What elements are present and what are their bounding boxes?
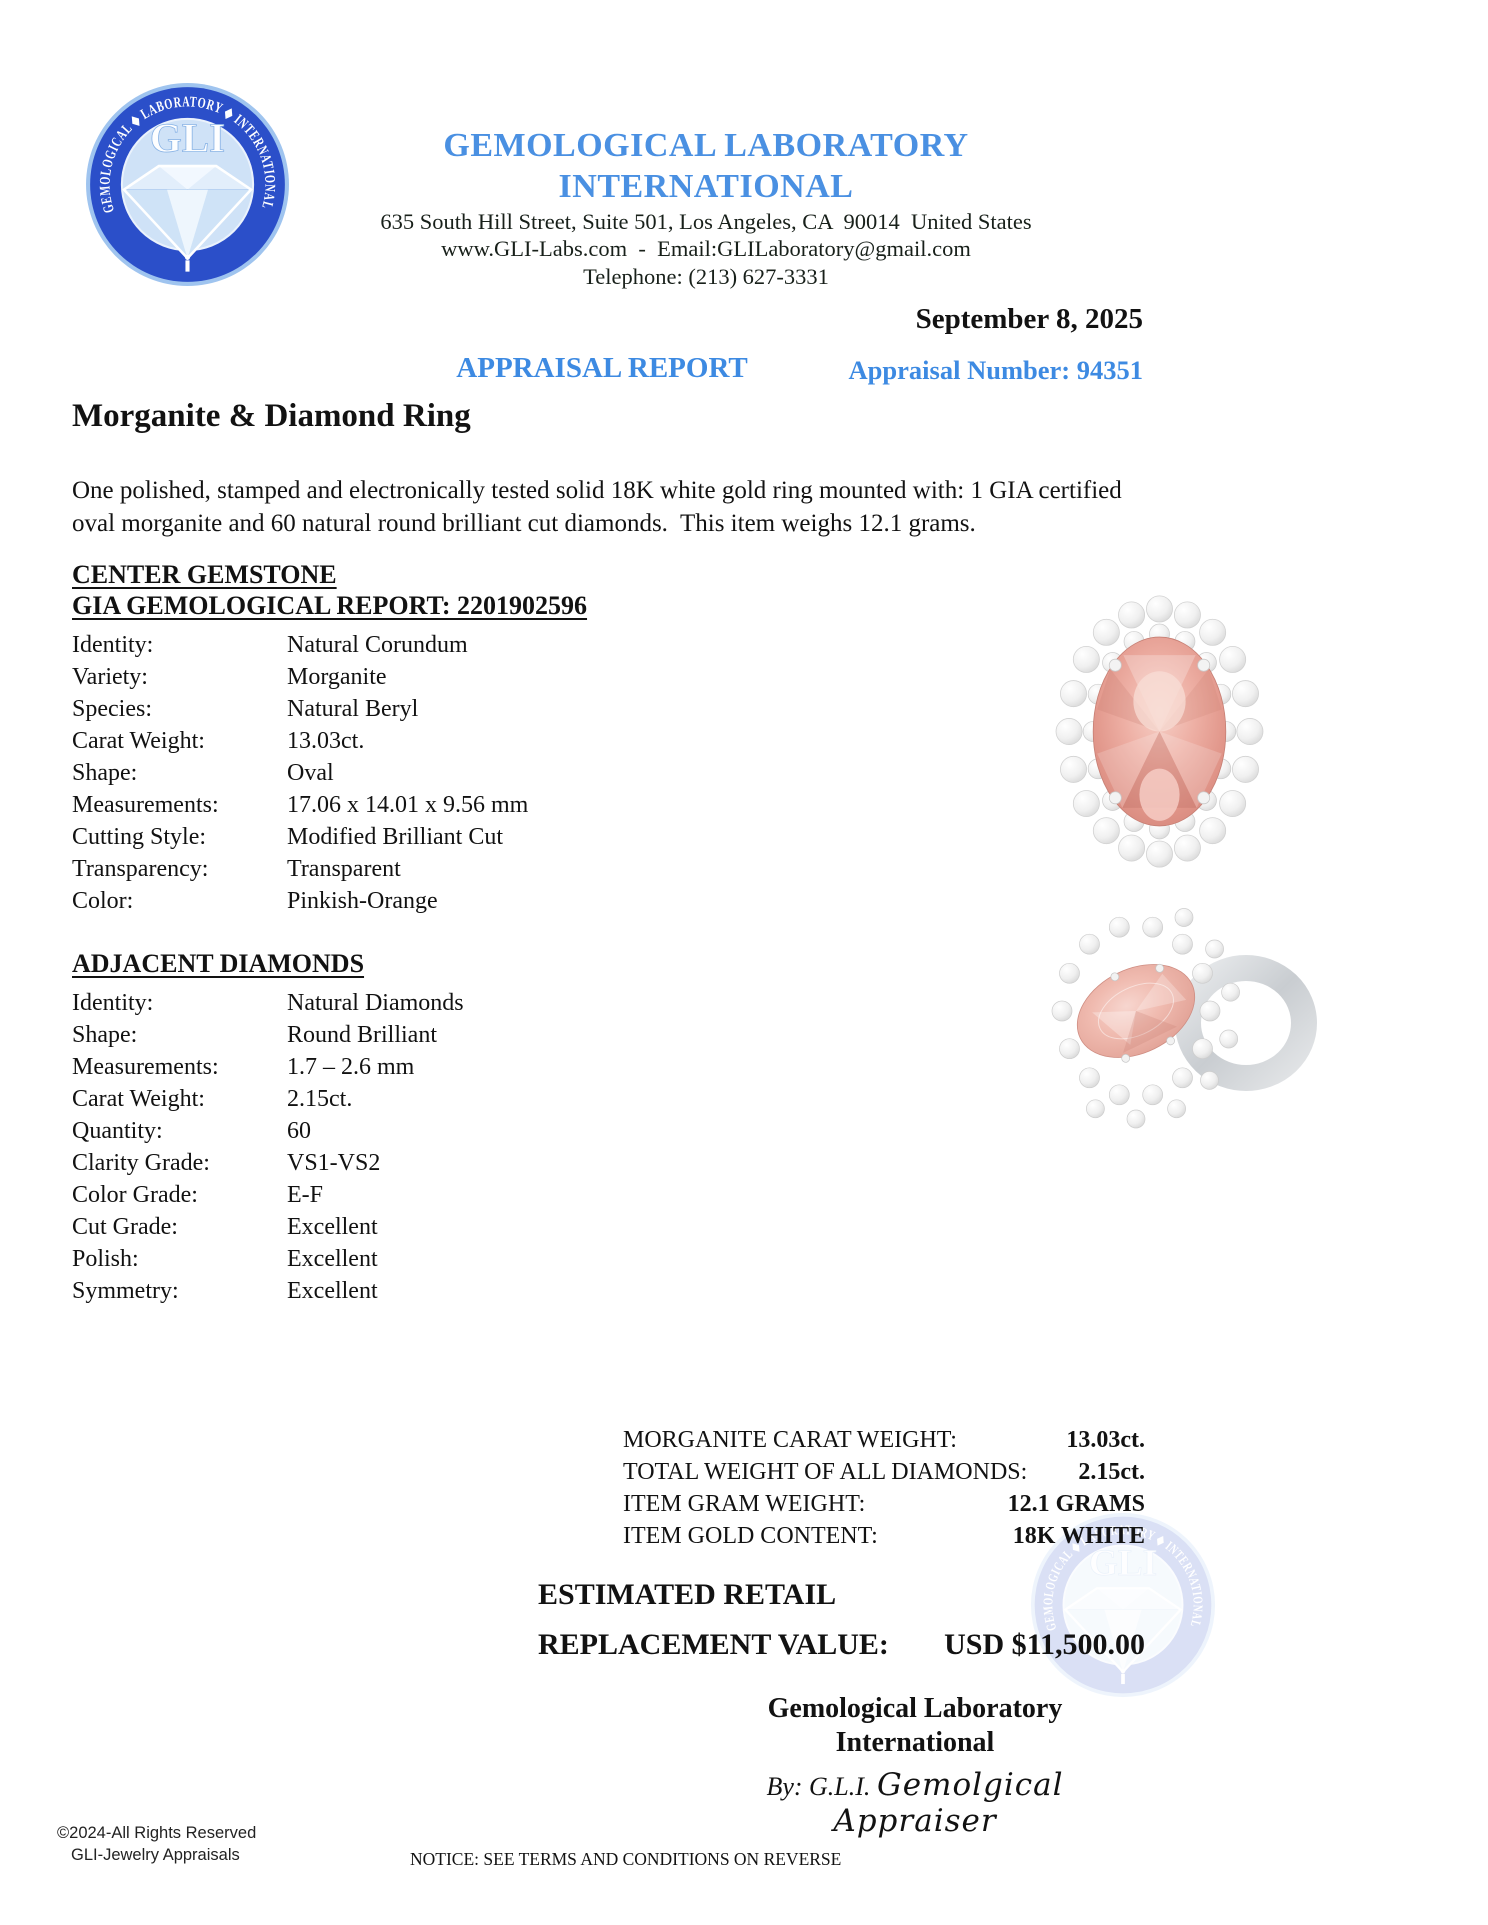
valuation-amount: USD $11,500.00 (944, 1628, 1145, 1661)
report-title: APPRAISAL REPORT (456, 352, 748, 384)
summary-label: MORGANITE CARAT WEIGHT: (623, 1427, 957, 1453)
summary-value: 18K WHITE (1012, 1523, 1145, 1549)
weight-summary (623, 1424, 1145, 1552)
row-value: Morganite (287, 664, 387, 690)
copyright-line2: GLI-Jewelry Appraisals (71, 1846, 240, 1865)
row-label: Measurements: (72, 1054, 219, 1080)
center-gemstone-rows (72, 629, 732, 917)
table-row (72, 885, 732, 917)
summary-value: 2.15ct. (1078, 1459, 1145, 1485)
table-row (72, 789, 732, 821)
table-row (72, 661, 732, 693)
row-label: Clarity Grade: (72, 1150, 210, 1176)
signature-by-prefix: By: G.L.I. (766, 1772, 871, 1802)
adjacent-diamonds-heading: ADJACENT DIAMONDS (72, 949, 365, 978)
summary-row (623, 1424, 1145, 1456)
table-row (72, 1051, 732, 1083)
row-label: Quantity: (72, 1118, 163, 1144)
center-gemstone-heading: CENTER GEMSTONE (72, 560, 337, 589)
row-value: 2.15ct. (287, 1086, 353, 1112)
item-title: Morganite & Diamond Ring (72, 398, 471, 434)
row-value: Excellent (287, 1246, 378, 1272)
org-name: GEMOLOGICAL LABORATORY INTERNATIONAL (443, 127, 969, 205)
row-label: Polish: (72, 1246, 139, 1272)
row-value: Pinkish-Orange (287, 888, 438, 914)
table-row (72, 1083, 732, 1115)
row-value: VS1-VS2 (287, 1150, 381, 1176)
signature-company: Gemological Laboratory International (767, 1693, 1063, 1758)
row-value: Round Brilliant (287, 1022, 437, 1048)
valuation-line2 (538, 1620, 1145, 1670)
table-row (72, 725, 732, 757)
summary-row (623, 1456, 1145, 1488)
table-row (72, 1147, 732, 1179)
valuation-line1: ESTIMATED RETAIL (538, 1578, 837, 1611)
row-label: Carat Weight: (72, 1086, 205, 1112)
table-row (72, 1115, 732, 1147)
row-label: Measurements: (72, 792, 219, 818)
signature-by-line (685, 1767, 1145, 1839)
item-description: One polished, stamped and electronically tested solid 18K white gold ring mounted with: 1 GIA certified oval morganite and 60 natural round brilliant cut diamonds. This item weighs 12.1 grams. (72, 477, 1129, 537)
row-value: Transparent (287, 856, 401, 882)
summary-value: 12.1 GRAMS (1007, 1491, 1145, 1517)
terms-notice: NOTICE: SEE TERMS AND CONDITIONS ON REVERSE (410, 1849, 842, 1869)
row-label: Transparency: (72, 856, 209, 882)
copyright-block (57, 1822, 256, 1867)
row-value: 60 (287, 1118, 311, 1144)
table-row (72, 1179, 732, 1211)
appraisal-number: Appraisal Number: 94351 (848, 355, 1143, 385)
summary-value: 13.03ct. (1066, 1427, 1145, 1453)
letterhead (300, 126, 1112, 291)
summary-label: TOTAL WEIGHT OF ALL DIAMONDS: (623, 1459, 1028, 1485)
table-row (72, 1211, 732, 1243)
row-value: 1.7 – 2.6 mm (287, 1054, 415, 1080)
signature-block (685, 1692, 1145, 1839)
row-value: Oval (287, 760, 334, 786)
adjacent-diamonds-rows (72, 987, 732, 1307)
row-label: Species: (72, 696, 152, 722)
row-value: Natural Beryl (287, 696, 419, 722)
row-label: Symmetry: (72, 1278, 179, 1304)
row-value: Excellent (287, 1214, 378, 1240)
gia-report-number: GIA GEMOLOGICAL REPORT: 2201902596 (72, 591, 588, 620)
table-row (72, 1275, 732, 1307)
row-label: Color Grade: (72, 1182, 198, 1208)
org-telephone: Telephone: (213) 627-3331 (583, 264, 829, 290)
ring-photo-top-view (1052, 588, 1268, 876)
valuation-label: REPLACEMENT VALUE: (538, 1628, 889, 1661)
table-row (72, 853, 732, 885)
table-row (72, 629, 732, 661)
summary-row (623, 1520, 1145, 1552)
row-value: Natural Diamonds (287, 990, 464, 1016)
table-row (72, 987, 732, 1019)
table-row (72, 693, 732, 725)
row-value: Natural Corundum (287, 632, 468, 658)
row-value: E-F (287, 1182, 323, 1208)
estimated-value-block (538, 1570, 1145, 1670)
copyright-line1: ©2024-All Rights Reserved (57, 1824, 257, 1842)
table-row (72, 757, 732, 789)
row-label: Shape: (72, 760, 138, 786)
table-row (72, 821, 732, 853)
summary-row (623, 1488, 1145, 1520)
gli-logo-seal (85, 82, 290, 287)
table-row (72, 1019, 732, 1051)
org-web-email: www.GLI-Labs.com - Email:GLILaboratory@gmail.com (441, 236, 971, 262)
table-row (72, 1243, 732, 1275)
row-label: Carat Weight: (72, 728, 205, 754)
row-label: Variety: (72, 664, 148, 690)
row-label: Cutting Style: (72, 824, 207, 850)
row-label: Cut Grade: (72, 1214, 178, 1240)
ring-band (1188, 968, 1304, 1078)
summary-label: ITEM GRAM WEIGHT: (623, 1491, 866, 1517)
row-label: Identity: (72, 990, 154, 1016)
appraiser-signature: Gemolgical Appraiser (833, 1767, 1064, 1840)
center-gemstone-section (72, 559, 732, 917)
row-value: 13.03ct. (287, 728, 365, 754)
row-label: Color: (72, 888, 134, 914)
row-value: Modified Brilliant Cut (287, 824, 503, 850)
summary-label: ITEM GOLD CONTENT: (623, 1523, 878, 1549)
row-label: Identity: (72, 632, 154, 658)
org-address: 635 South Hill Street, Suite 501, Los Angeles, CA 90014 United States (380, 208, 1032, 234)
row-label: Shape: (72, 1022, 138, 1048)
row-value: Excellent (287, 1278, 378, 1304)
adjacent-diamonds-section (72, 948, 732, 1307)
row-value: 17.06 x 14.01 x 9.56 mm (287, 792, 529, 818)
ring-photo-side-view (1036, 893, 1326, 1143)
report-date: September 8, 2025 (915, 303, 1143, 335)
